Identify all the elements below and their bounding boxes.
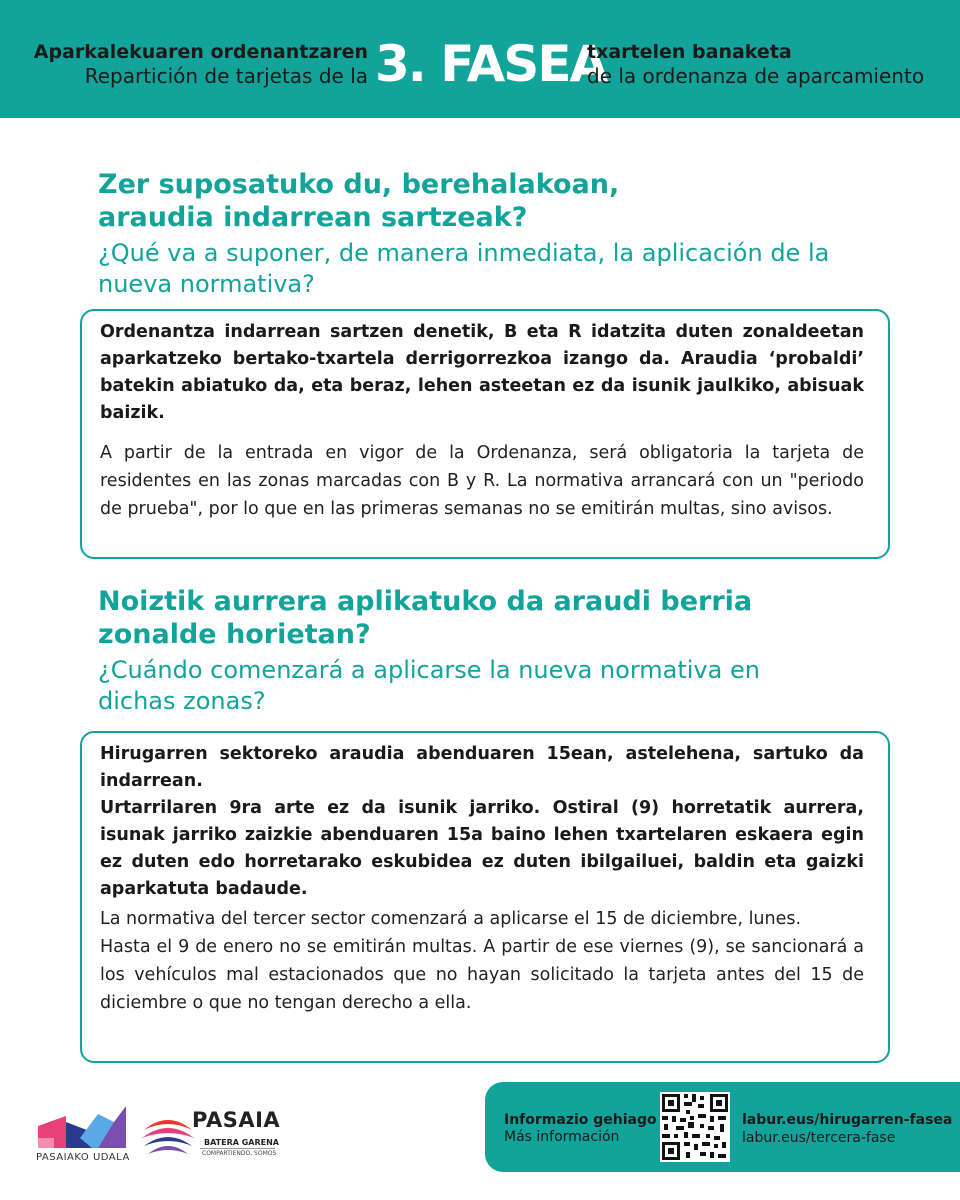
section2-question-eu-line2: zonalde horietan? — [98, 619, 371, 650]
pasaia-divider — [200, 1148, 275, 1149]
section2-answer-box — [80, 731, 890, 1063]
section1-question-es: ¿Qué va a suponer, de manera inmediata, la aplicación de la nueva normativa? — [98, 239, 830, 298]
section2-question-eu-line1: Noiztik aurrera aplikatuko da araudi berria — [98, 586, 753, 617]
pasaia-logo-icon — [140, 1108, 196, 1164]
pasaia-subtitle-es: COMPARTIENDO, SOMOS — [202, 1150, 277, 1157]
header-right-es: de la ordenanza de aparcamiento — [587, 64, 925, 88]
info-link-eu[interactable]: labur.eus/hirugarren-fasea — [742, 1112, 953, 1128]
section1-answer-eu: Ordenantza indarrean sartzen denetik, B eta R idatzita duten zonaldeetan aparkatzeko bertako-txartela derrigorrezkoa izango da. Araudia ‘probaldi’ batekin abiatuko da, eta beraz, lehen asteetan ez da isunik jaulkiko, abisuak baizik. — [100, 322, 864, 423]
section2-answer-es-p1: La normativa del tercer sector comenzará a aplicarse el 15 de diciembre, lunes. — [100, 909, 802, 929]
section2-answer-es-p2: Hasta el 9 de enero no se emitirán multas. A partir de ese viernes (9), se sancionará a los vehículos mal estacionados que no hayan solicitado la tarjeta antes del 15 de diciembre o que no tengan derecho a ella. — [100, 937, 864, 1013]
section2-answer-eu-p1: Hirugarren sektoreko araudia abenduaren 15ean, astelehena, sartuko da indarrean. — [100, 744, 864, 791]
section1-question-eu-line2: araudia indarrean sartzeak? — [98, 202, 528, 233]
header-phase-title: 3. FASEA — [375, 35, 607, 93]
section1-question-eu-line1: Zer suposatuko du, berehalakoan, — [98, 169, 620, 200]
section1-question — [98, 168, 878, 300]
header-right-block — [587, 40, 924, 88]
section2-answer-eu-p2: Urtarrilaren 9ra arte ez da isunik jarriko. Ostiral (9) horretatik aurrera, isunak jarriko zaizkie abenduaren 15a baino lehen txartelaren eskaera egin ez duten edo horretarako eskubidea ez duten ibilgailuei, baldin eta gaizki aparkatuta badaude. — [100, 798, 864, 899]
section1-answer-box — [80, 309, 890, 559]
header-right-eu: txartelen banaketa — [587, 41, 792, 63]
pasaia-subtitle: BATERA GARENA — [204, 1138, 279, 1147]
section1-answer-es: A partir de la entrada en vigor de la Ordenanza, será obligatoria la tarjeta de residentes en las zonas marcadas con B y R. La normativa arrancará con un "periodo de prueba", por lo que en las primeras semanas no se emitirán multas, sino avisos. — [100, 443, 864, 519]
pasaia-title: PASAIA — [192, 1108, 281, 1132]
header-left-block — [34, 40, 368, 88]
section2-question-es: ¿Cuándo comenzará a aplicarse la nueva normativa en dichas zonas? — [98, 656, 760, 715]
section2-question — [98, 585, 878, 717]
more-info-es: Más información — [504, 1129, 620, 1145]
qr-code-icon[interactable] — [660, 1092, 730, 1162]
header-left-eu: Aparkalekuaren ordenantzaren — [33, 41, 368, 63]
info-link-es[interactable]: labur.eus/tercera-fase — [742, 1130, 896, 1146]
udala-label: PASAIAKO UDALA — [36, 1152, 130, 1163]
header-left-es: Repartición de tarjetas de la — [84, 64, 368, 88]
more-info-eu: Informazio gehiago — [504, 1112, 657, 1128]
